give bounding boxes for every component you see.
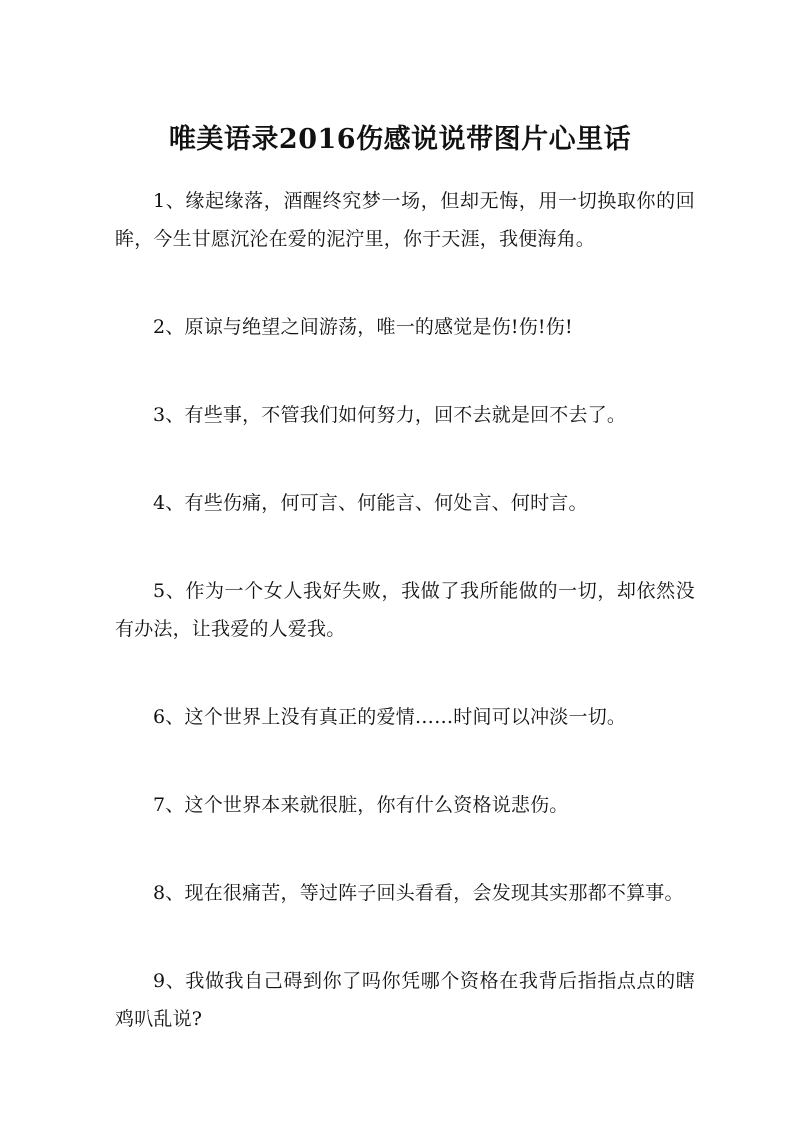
quote-paragraph-6: 6、这个世界上没有真正的爱情……时间可以冲淡一切。 bbox=[153, 706, 627, 728]
document-body bbox=[115, 182, 695, 1088]
quote-paragraph-2: 2、原谅与绝望之间游荡，唯一的感觉是伤!伤!伤! bbox=[153, 316, 573, 338]
quote-paragraph-1: 1、缘起缘落，酒醒终究梦一场，但却无悔，用一切换取你的回眸，今生甘愿沉沦在爱的泥泞里，你于天涯，我便海角。 bbox=[115, 190, 695, 250]
quote-paragraph-9: 9、我做我自己碍到你了吗你凭哪个资格在我背后指指点点的瞎鸡叭乱说? bbox=[115, 970, 695, 1030]
quote-paragraph-7: 7、这个世界本来就很脏，你有什么资格说悲伤。 bbox=[153, 794, 569, 816]
quote-paragraph-4: 4、有些伤痛，何可言、何能言、何处言、何时言。 bbox=[153, 492, 588, 514]
quote-paragraph-3: 3、有些事，不管我们如何努力，回不去就是回不去了。 bbox=[153, 404, 627, 426]
document-title: 唯美语录2016伤感说说带图片心里话 bbox=[168, 124, 632, 155]
quote-paragraph-8: 8、现在很痛苦，等过阵子回头看看，会发现其实那都不算事。 bbox=[153, 882, 684, 904]
quote-paragraph-5: 5、作为一个女人我好失败，我做了我所能做的一切，却依然没有办法，让我爱的人爱我。 bbox=[115, 580, 695, 640]
